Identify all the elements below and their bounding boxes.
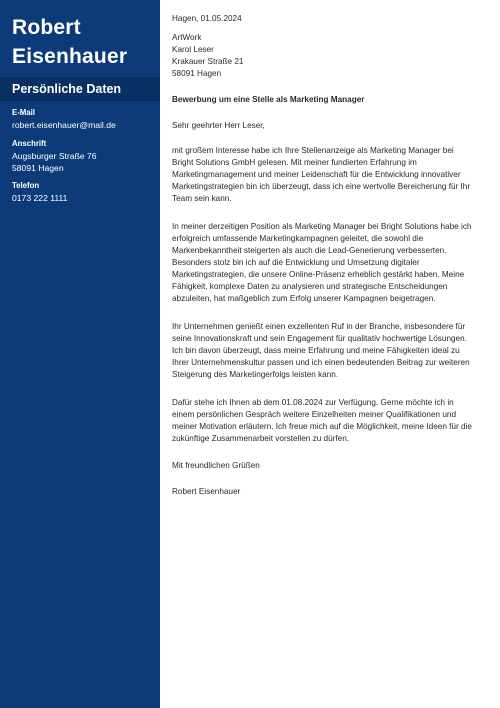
phone-value: 0173 222 1111 xyxy=(12,193,68,203)
paragraph-line: Marketingstrategien, die unsere Online-Präsenz erheblich gestärkt haben. Meine xyxy=(172,270,465,279)
letter-subject: Bewerbung um eine Stelle als Marketing Manager xyxy=(172,95,365,104)
paragraph-line: Ihr Unternehmen genießt einen exzellenten Ruf in der Branche, insbesondere für xyxy=(172,322,466,331)
applicant-name xyxy=(12,13,157,71)
applicant-last-name: Eisenhauer xyxy=(12,45,128,68)
paragraph-line: Dafür stehe ich Ihnen ab dem 01.08.2024 zur Verfügung. Gerne möchte ich in xyxy=(172,398,454,407)
recipient-person: Karol Leser xyxy=(172,45,214,54)
recipient-city: 58091 Hagen xyxy=(172,69,222,78)
letter-paragraph xyxy=(172,145,488,205)
paragraph-line: zukünftige Zusammenarbeit vorstellen zu dürfen. xyxy=(172,434,350,443)
recipient-street: Krakauer Straße 21 xyxy=(172,57,244,66)
paragraph-line: Markenbekanntheit steigerten als auch die Lead-Generierung verbesserten. xyxy=(172,246,447,255)
letter-signature: Robert Eisenhauer xyxy=(172,487,241,496)
letter-date: Hagen, 01.05.2024 xyxy=(172,14,242,23)
paragraph-line: Besonders stolz bin ich auf die Entwicklung und Umsetzung digitaler xyxy=(172,258,420,267)
paragraph-line: Ich bin davon überzeugt, dass meine Erfahrung und meine Fähigkeiten ideal zu xyxy=(172,346,460,355)
applicant-first-name: Robert xyxy=(12,16,81,39)
paragraph-line: In meiner derzeitigen Position als Marketing Manager bei Bright Solutions habe ich xyxy=(172,222,472,231)
paragraph-line: Marketingmanagement und meiner Leidenschaft für die Entwicklung innovativer xyxy=(172,170,461,179)
address-label: Anschrift xyxy=(12,139,47,148)
letter-paragraph xyxy=(172,397,488,445)
paragraph-line: seine Innovationskraft und sein Engagement für qualitativ hochwertige Lösungen. xyxy=(172,334,467,343)
address-street: Augsburger Straße 76 xyxy=(12,151,97,161)
paragraph-line: Team sein kann. xyxy=(172,194,232,203)
paragraph-line: Steigerung des Marketingerfolgs leisten kann. xyxy=(172,370,339,379)
letter-paragraph xyxy=(172,321,488,381)
paragraph-line: Bright Solutions GmbH gelesen. Mit meiner fundierten Erfahrung im xyxy=(172,158,417,167)
paragraph-line: einem persönlichen Gespräch weitere Einzelheiten meiner Qualifikationen und xyxy=(172,410,456,419)
sidebar xyxy=(0,0,160,708)
paragraph-line: mit großem Interesse habe ich Ihre Stellenanzeige als Marketing Manager bei xyxy=(172,146,454,155)
email-label: E-Mail xyxy=(12,108,35,117)
paragraph-line: abzuleiten, hat maßgeblich zum Erfolg unserer Kampagnen beigetragen. xyxy=(172,294,436,303)
letter-paragraph xyxy=(172,221,488,305)
paragraph-line: erfolgreich umfassende Marketingkampagnen geleitet, die sowohl die xyxy=(172,234,424,243)
letter-closing: Mit freundlichen Grüßen xyxy=(172,461,260,470)
email-value: robert.eisenhauer@mail.de xyxy=(12,120,116,130)
personal-data-heading: Persönliche Daten xyxy=(12,82,122,96)
paragraph-line: Ihrer Unternehmenskultur passen und ich einen bedeutenden Beitrag zur weiteren xyxy=(172,358,470,367)
phone-label: Telefon xyxy=(12,181,40,190)
address-city: 58091 Hagen xyxy=(12,163,64,173)
recipient-company: ArtWork xyxy=(172,33,202,42)
letter-salutation: Sehr geehrter Herr Leser, xyxy=(172,121,265,130)
paragraph-line: Fähigkeit, komplexe Daten zu analysieren und strategische Entscheidungen xyxy=(172,282,448,291)
paragraph-line: meiner Motivation erläutern. Ich freue mich auf die Möglichkeit, meine Ideen für die xyxy=(172,422,472,431)
paragraph-line: Marketingstrategien bin ich überzeugt, dass ich eine wertvolle Bereicherung für Ihr xyxy=(172,182,471,191)
